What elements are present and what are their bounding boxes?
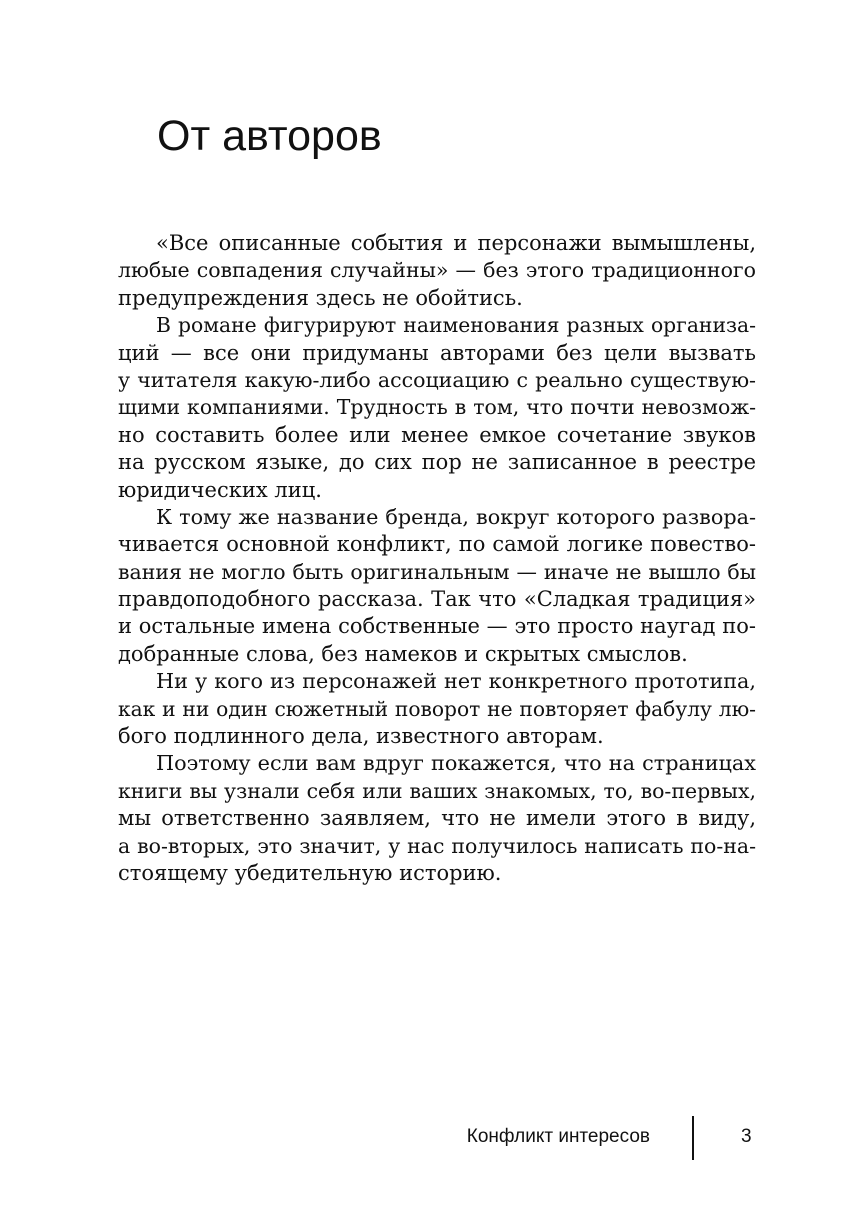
paragraph [118, 230, 756, 312]
text-line: любые совпадения случайны» — без этого традиционного [118, 258, 756, 283]
text-line: бого подлинного дела, известного авторам. [118, 724, 604, 749]
text-line: мы ответственно заявляем, что не имели этого в виду, [118, 806, 756, 831]
text-line: как и ни один сюжетный поворот не повторяет фабулу лю- [118, 696, 756, 721]
text-line: но составить более или менее емкое сочетание звуков [118, 422, 756, 447]
text-line: добранные слова, без намеков и скрытых смыслов. [118, 641, 688, 666]
text-line: щими компаниями. Трудность в том, что почти невозмож- [118, 395, 756, 420]
text-line: и остальные имена собственные — это просто наугад по- [118, 614, 756, 639]
text-line: у читателя какую-либо ассоциацию с реально существую- [118, 367, 756, 392]
paragraph [118, 504, 756, 668]
text-line: Ни у кого из персонажей нет конкретного прототипа, [156, 669, 756, 694]
text-line: а во-вторых, это значит, у нас получилось написать по-на- [118, 833, 756, 858]
paragraph [118, 312, 756, 504]
page-number: 3 [741, 1126, 752, 1147]
text-line: юридических лиц. [118, 477, 322, 502]
text-line: Поэтому если вам вдруг покажется, что на страницах [156, 751, 756, 776]
text-line: предупреждения здесь не обойтись. [118, 285, 523, 310]
text-line: книги вы узнали себя или ваших знакомых, то, во-первых, [118, 778, 756, 803]
paragraph [118, 750, 756, 887]
body-text [118, 230, 756, 887]
text-line: правдоподобного рассказа. Так что «Сладкая традиция» [118, 587, 756, 612]
text-line: К тому же название бренда, вокруг которого развора- [156, 504, 756, 529]
text-line: «Все описанные события и персонажи вымышлены, [156, 231, 756, 255]
paragraph [118, 668, 756, 750]
footer-divider [692, 1116, 694, 1160]
text-line: В романе фигурируют наименования разных организа- [156, 313, 756, 338]
page-footer [0, 1116, 856, 1160]
text-line: на русском языке, до сих пор не записанное в реестре [118, 450, 756, 475]
text-line: чивается основной конфликт, по самой логике повество- [118, 532, 756, 557]
running-title: Конфликт интересов [466, 1126, 650, 1147]
chapter-title: От авторов [157, 112, 382, 160]
text-line: стоящему убедительную историю. [118, 860, 502, 885]
text-line: вания не могло быть оригинальным — иначе не вышло бы [118, 559, 756, 584]
text-line: ций — все они придуманы авторами без цели вызвать [118, 340, 756, 365]
